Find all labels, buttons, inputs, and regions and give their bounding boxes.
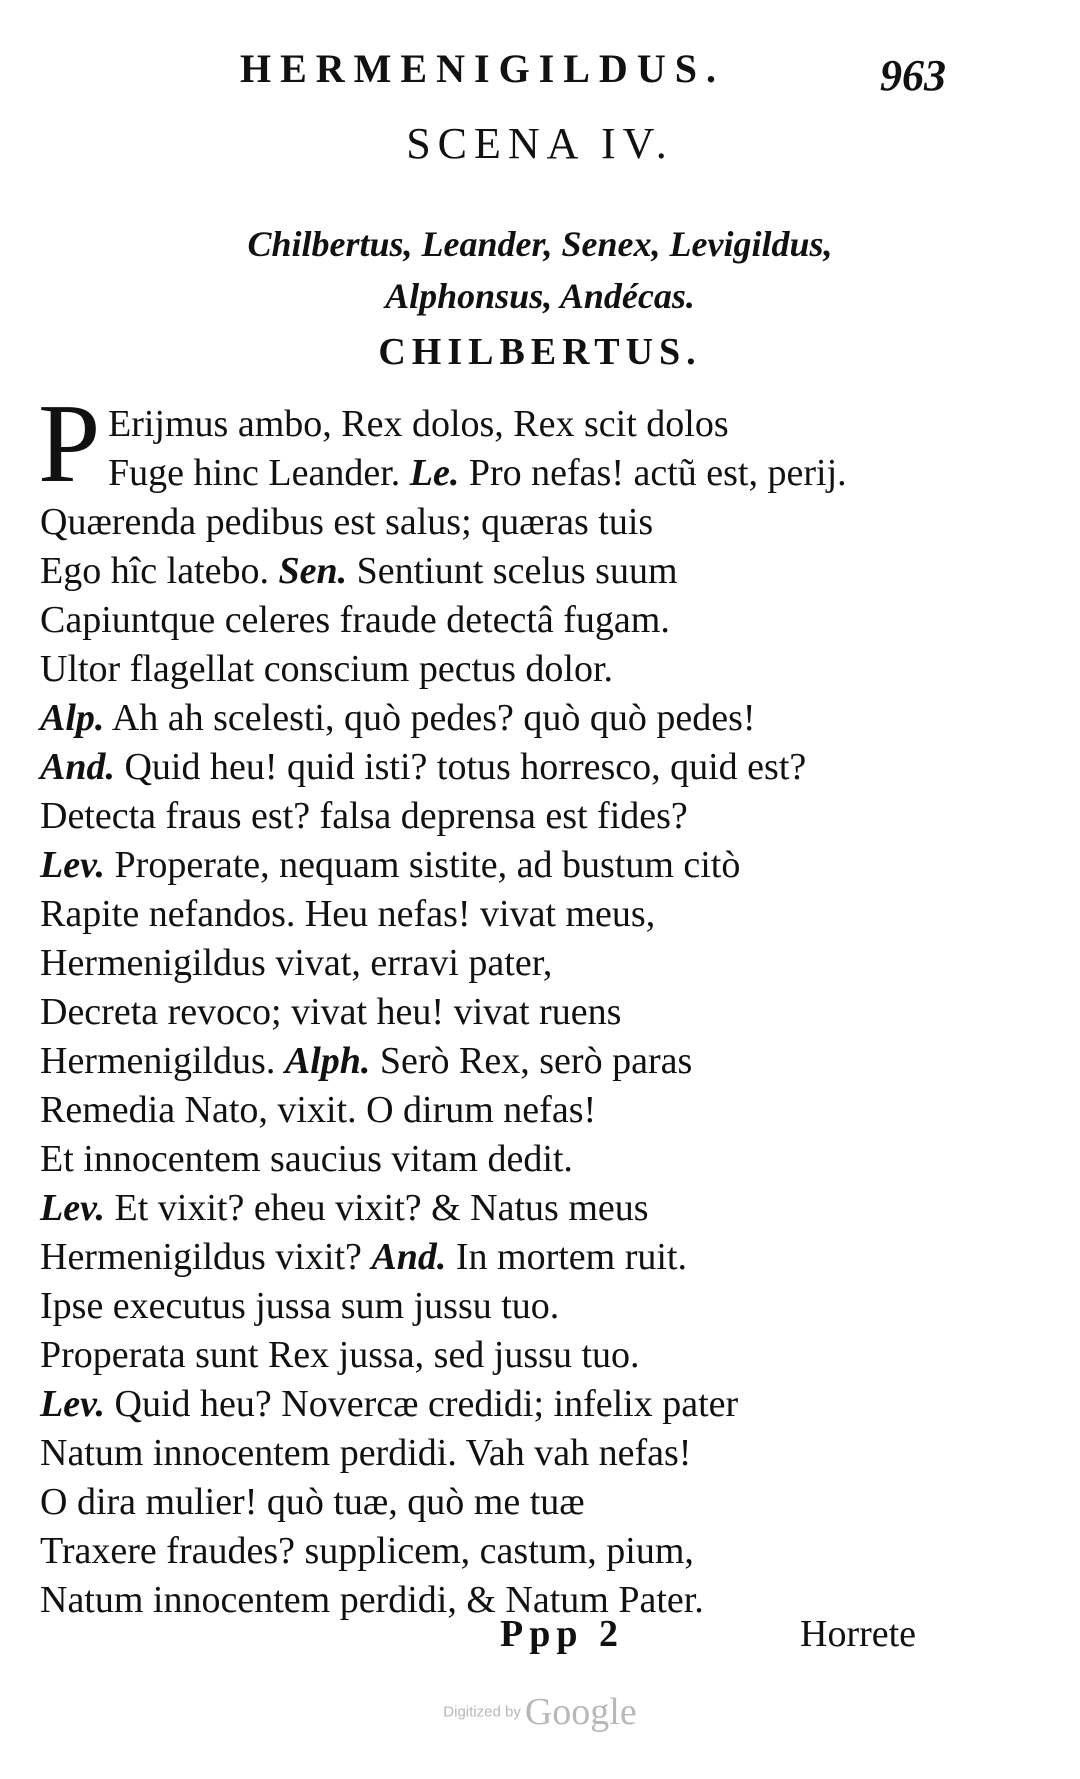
verse-text: Quærenda pedibus est salus; quæras tuis — [40, 501, 654, 543]
verse-line — [40, 547, 1050, 596]
verse-line — [40, 1184, 1050, 1233]
cast-line-2: Alphonsus, Andécas. — [385, 276, 695, 316]
verse-text: Capiuntque celeres fraude detectâ fugam. — [40, 599, 670, 641]
verse-text: In mortem ruit. — [455, 1236, 687, 1278]
verse-line — [40, 1135, 1050, 1184]
verse-text: Et innocentem saucius vitam dedit. — [40, 1138, 573, 1180]
digitized-watermark — [0, 1690, 1080, 1734]
verse-text: O dira mulier! quò tuæ, quò me tuæ — [40, 1481, 585, 1523]
verse-line — [40, 1527, 1050, 1576]
signature-mark: Ppp 2 — [500, 1613, 624, 1655]
verse-line — [40, 792, 1050, 841]
verse-text: Quid heu? Novercæ credidi; infelix pater — [114, 1383, 739, 1425]
verse-text: Ipse executus jussa sum jussu tuo. — [40, 1285, 560, 1327]
verse-line — [40, 890, 1050, 939]
verse-line — [40, 1233, 1050, 1282]
verse-line — [40, 1429, 1050, 1478]
speaker-abbrev: Lev. — [40, 844, 106, 886]
verse-text: Properate, nequam sistite, ad bustum citò — [114, 844, 741, 886]
speaker-abbrev: Le. — [409, 452, 460, 494]
verse-text: Hermenigildus. — [40, 1040, 276, 1082]
verse-text: Natum innocentem perdidi, & Natum Pater. — [40, 1579, 704, 1621]
speaker-abbrev: And. — [40, 746, 115, 788]
verse-line — [108, 400, 1080, 449]
speaker-abbrev: Lev. — [40, 1187, 106, 1229]
verse-text: Hermenigildus vixit? — [40, 1236, 362, 1278]
verse-text: Ego hîc latebo. — [40, 550, 269, 592]
verse-text: Ah ah scelesti, quò pedes? quò quò pedes! — [111, 697, 756, 739]
verse-line — [40, 1331, 1050, 1380]
running-head: HERMENIGILDUS. — [240, 46, 725, 91]
speaker-abbrev: Alp. — [40, 697, 105, 739]
verse-line — [40, 988, 1050, 1037]
verse-text: Ultor flagellat conscium pectus dolor. — [40, 648, 614, 690]
speaker-abbrev: Alph. — [284, 1040, 371, 1082]
cast-line-1: Chilbertus, Leander, Senex, Levigildus, — [247, 224, 833, 264]
drop-cap: P — [38, 382, 101, 506]
verse-text: Fuge hinc Leander. — [108, 452, 401, 494]
verse-line — [40, 743, 1050, 792]
verse-text: Detecta fraus est? falsa deprensa est fides? — [40, 795, 688, 837]
verse-line — [40, 1478, 1050, 1527]
verse-line — [40, 1037, 1050, 1086]
page-number: 963 — [880, 51, 946, 100]
verse-text: Remedia Nato, vixit. O dirum nefas! — [40, 1089, 597, 1131]
verse-text: Et vixit? eheu vixit? & Natus meus — [114, 1187, 649, 1229]
verse-text: Erijmus ambo, Rex dolos, Rex scit dolos — [108, 403, 729, 445]
verse-text: Pro nefas! actũ est, perij. — [468, 452, 847, 494]
verse-text: Serò Rex, serò paras — [379, 1040, 693, 1082]
verse-text: Properata sunt Rex jussa, sed jussu tuo. — [40, 1334, 640, 1376]
speaker-abbrev: Lev. — [40, 1383, 106, 1425]
verse-text: Decreta revoco; vivat heu! vivat ruens — [40, 991, 622, 1033]
verse-line — [40, 694, 1050, 743]
verse-text: Sentiunt scelus suum — [356, 550, 678, 592]
catchword: Horrete — [800, 1613, 917, 1655]
verse-text: Quid heu! quid isti? totus horresco, quid est? — [124, 746, 807, 788]
verse-line — [40, 841, 1050, 890]
verse-line — [108, 449, 1080, 498]
verse-line — [40, 645, 1050, 694]
google-logo: Google — [524, 1691, 637, 1733]
verse-text: Hermenigildus vivat, erravi pater, — [40, 942, 553, 984]
verse-line — [40, 1282, 1050, 1331]
speaker-abbrev: Sen. — [278, 550, 348, 592]
verse-line — [40, 939, 1050, 988]
verse-line — [40, 498, 1050, 547]
verse-text: Rapite nefandos. Heu nefas! vivat meus, — [40, 893, 656, 935]
speaker-heading: CHILBERTUS. — [378, 331, 702, 373]
cast-list — [0, 218, 1080, 322]
verse-text: Natum innocentem perdidi. Vah vah nefas! — [40, 1432, 692, 1474]
verse-text: Traxere fraudes? supplicem, castum, pium, — [40, 1530, 694, 1572]
watermark-small-text: Digitized by — [443, 1703, 521, 1721]
verse-line — [40, 1086, 1050, 1135]
verse-line — [40, 1380, 1050, 1429]
verse-line — [40, 596, 1050, 645]
speaker-abbrev: And. — [371, 1236, 447, 1278]
scene-title: SCENA IV. — [406, 119, 674, 168]
